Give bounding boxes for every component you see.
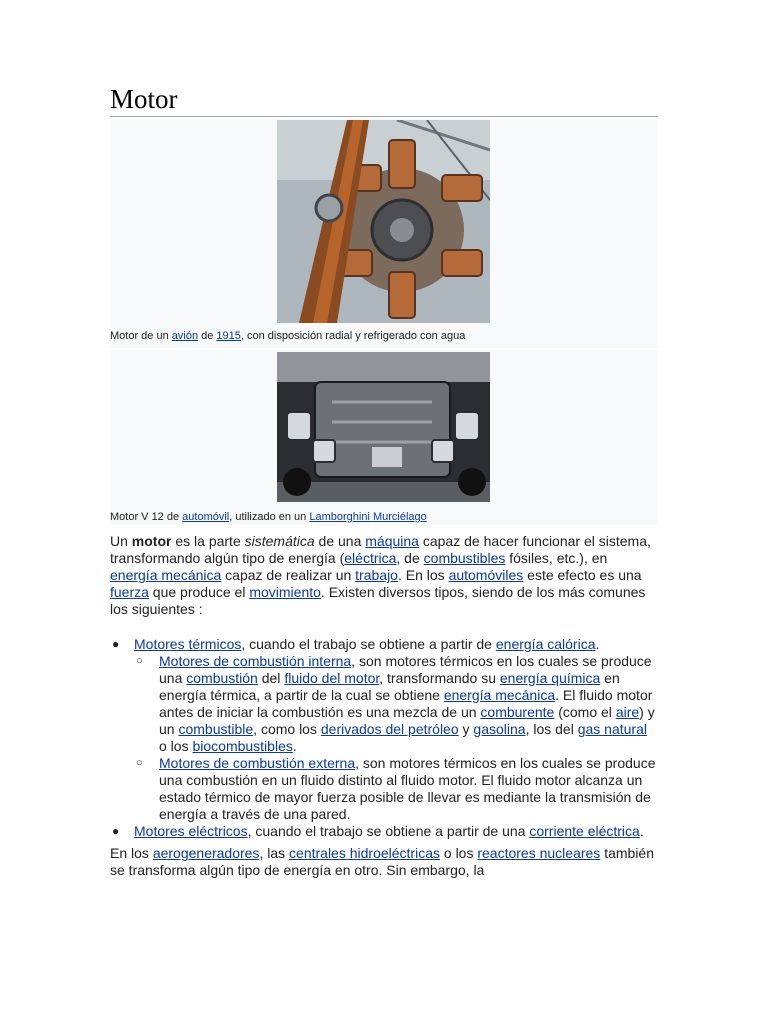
bullet-icon: ●	[112, 824, 120, 838]
link-combustible[interactable]: combustible	[178, 721, 254, 737]
link-corriente-electrica[interactable]: corriente eléctrica	[529, 823, 640, 839]
motor-types-list	[110, 636, 658, 840]
link-trabajo[interactable]: trabajo	[355, 567, 398, 583]
link-comburente[interactable]: comburente	[480, 704, 555, 720]
article-body	[110, 533, 658, 879]
link-biocombustibles[interactable]: biocombustibles	[192, 738, 293, 754]
motor-term: motor	[131, 533, 172, 549]
link-movimiento[interactable]: movimiento	[249, 584, 321, 600]
link-energia-calorica[interactable]: energía calórica	[495, 636, 596, 652]
link-energia-quimica[interactable]: energía química	[499, 670, 601, 686]
link-1915[interactable]: 1915	[216, 330, 241, 342]
intro-paragraph: Un motor es la parte sistemática de una máquina capaz de hacer funcionar el sistema, transformando algún tipo de energía (eléctrica, de combustibles fósiles, etc.), en energía mecánica capaz de realizar un trabajo. En los automóviles este efecto es una fuerza que produce el movimiento. Existen diversos tipos, siendo de los más comunes los siguientes :	[110, 533, 651, 617]
link-combustion-interna[interactable]: Motores de combustión interna	[159, 653, 352, 669]
link-lamborghini[interactable]: Lamborghini Murciélago	[309, 511, 427, 523]
link-maquina[interactable]: máquina	[365, 533, 419, 549]
bullet-icon: ●	[112, 637, 120, 651]
link-centrales-hidroelectricas[interactable]: centrales hidroeléctricas	[289, 845, 440, 861]
link-avion[interactable]: avión	[171, 330, 199, 342]
circle-bullet-icon: ○	[136, 655, 143, 667]
title-divider	[110, 116, 658, 117]
termicos-sublist	[134, 653, 658, 823]
v12-engine-image	[277, 352, 490, 502]
list-item-combustion-externa: ○ Motores de combustión externa, son motores térmicos en los cuales se produce una combustión en un fluido distinto al fluido motor. El fluido motor alcanza un estado térmico de mayor fuerza posible de llevar es mediante la transmisión de energía a través de una pared.	[136, 755, 656, 822]
link-fluido-motor[interactable]: fluido del motor	[284, 670, 380, 686]
page-title: Motor	[110, 84, 178, 114]
link-motores-termicos[interactable]: Motores térmicos	[134, 636, 242, 652]
figure-v12-engine	[110, 350, 658, 525]
list-item-termicos: ● Motores térmicos, cuando el trabajo se obtiene a partir de energía calórica. ○ Motores de combustión interna, son motores térmicos en los cuales se produce una combustión del fluido del motor, transformando su energía química en energía térmica, a partir de la cual se obtiene energía mecánica. El fluido motor antes de iniciar la combustión es una mezcla de un comburente (como el aire) y un combustible, como los derivados del petróleo y gasolina, los del gas natural o los biocombustibles. ○ Motores de combustión externa, son motores térmicos en los cuales se produce una combustión en un fluido distinto al fluido motor. El fluido motor alcanza un estado térmico de mayor fuerza posible de llevar es mediante la transmisión de energía a través de una pared.	[110, 636, 658, 823]
link-reactores-nucleares[interactable]: reactores nucleares	[477, 845, 601, 861]
link-automovil[interactable]: automóvil	[182, 511, 230, 523]
link-gas-natural[interactable]: gas natural	[577, 721, 647, 737]
list-item-combustion-interna: ○ Motores de combustión interna, son motores térmicos en los cuales se produce una combustión del fluido del motor, transformando su energía química en energía térmica, a partir de la cual se obtiene energía mecánica. El fluido motor antes de iniciar la combustión es una mezcla de un comburente (como el aire) y un combustible, como los derivados del petróleo y gasolina, los del gas natural o los biocombustibles.	[136, 653, 655, 754]
link-aire[interactable]: aire	[615, 704, 640, 720]
link-automoviles[interactable]: automóviles	[448, 567, 524, 583]
circle-bullet-icon: ○	[136, 757, 143, 769]
link-energia-mecanica-2[interactable]: energía mecánica	[443, 687, 556, 703]
link-fuerza[interactable]: fuerza	[110, 584, 149, 600]
figure-caption: Motor V 12 de automóvil, utilizado en un Lamborghini Murciélago	[110, 511, 427, 523]
link-electrica[interactable]: eléctrica	[344, 550, 397, 566]
radial-engine-image	[277, 120, 490, 323]
link-combustibles[interactable]: combustibles	[423, 550, 506, 566]
link-motores-electricos[interactable]: Motores eléctricos	[134, 823, 248, 839]
link-combustion[interactable]: combustión	[186, 670, 258, 686]
figure-caption: Motor de un avión de 1915, con disposición radial y refrigerado con agua	[110, 330, 466, 342]
link-combustion-externa[interactable]: Motores de combustión externa	[159, 755, 356, 771]
closing-paragraph: En los aerogeneradores, las centrales hidroeléctricas o los reactores nucleares también se transforma algún tipo de energía en otro. Sin embargo, la	[110, 845, 655, 878]
figure-radial-engine	[110, 118, 658, 348]
link-gasolina[interactable]: gasolina	[473, 721, 526, 737]
link-energia-mecanica[interactable]: energía mecánica	[110, 567, 222, 583]
link-aerogeneradores[interactable]: aerogeneradores	[152, 845, 260, 861]
link-derivados-petroleo[interactable]: derivados del petróleo	[320, 721, 459, 737]
list-item-electricos: ● Motores eléctricos, cuando el trabajo se obtiene a partir de una corriente eléctrica.	[112, 823, 644, 839]
